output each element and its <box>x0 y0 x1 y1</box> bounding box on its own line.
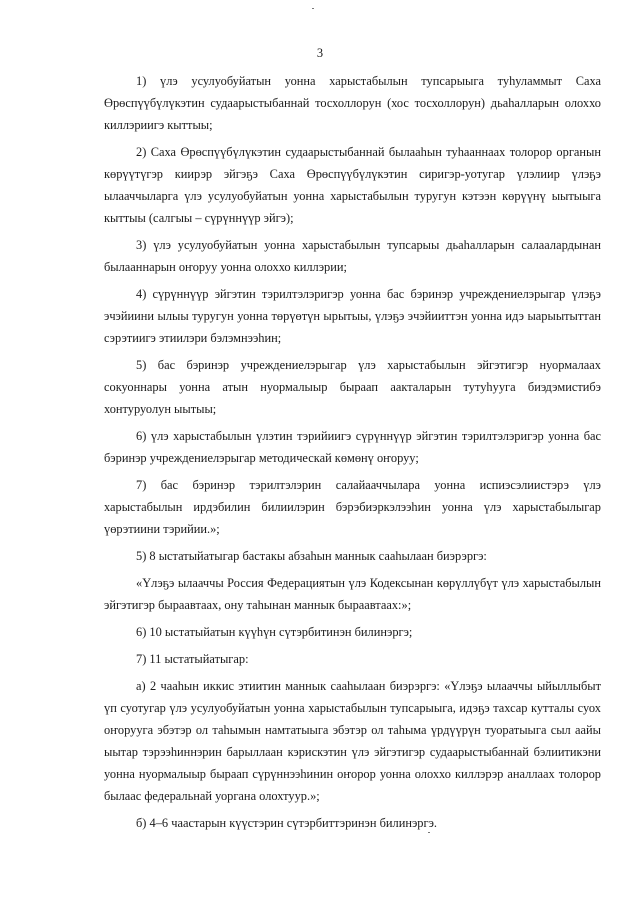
document-body <box>104 70 601 839</box>
paragraph-6: 6) үлэ харыстабылын үлэтин тэрийиигэ сүрүннүүр эйгэтин тэрилтэлэригэр уонна бас бэринэр учреждениелэрыгар методическай көмөнү оҥоруу; <box>104 429 601 465</box>
paragraph-8: 5) 8 ыстатыйатыгар бастакы абзаһын маннык сааһылаан биэрэргэ: <box>136 549 487 563</box>
paragraph-5: 5) бас бэринэр учреждениелэрыгар үлэ харыстабылын эйгэтигэр нуормалаах сокуоннары уонна атын нуормалыыр быраап аакталарын тутуһууга биэдэмистибэ хонтуруолун ыытыы; <box>104 358 601 416</box>
scan-speck <box>312 8 314 9</box>
paragraph-4: 4) сүрүннүүр эйгэтин тэрилтэлэригэр уонна бас бэринэр учреждениелэрыгар үлэҕэ эчэйиини ылыы туругун уонна төрүөтүн ырытыы, үлэҕэ эчэйииттэн уонна идэ ыарыытыттан сэрэтиигэ этиилэри бэлэмнээһин; <box>104 287 601 345</box>
paragraph-2: 2) Саха Өрөспүүбүлүкэтин судаарыстыбаннай былааһын туһааннаах толорор органын көрүүтүгэр киирэр эйгэҕэ Саха Өрөспүүбүлүкэтин сиригэр-уотугар үлэлиир үлэҕэ ылааччыларга үлэ усулуобуйатын уонна харыстабылын туругун кэтээн көрүүнү ыытыыга кыттыы (салгыы – сүрүннүүр эйгэ); <box>104 145 601 225</box>
paragraph-7: 7) бас бэринэр тэрилтэлэрин салайааччылара уонна испиэсэлиистэрэ үлэ харыстабылын ирдэбилин билиилэрин бэрэбиэркэлээһин уонна үлэ харыстабылыгар үөрэтиини тэрийии.»; <box>104 478 601 536</box>
paragraph-1: 1) үлэ усулуобуйатын уонна харыстабылын тупсарыыга туһуламмыт Саха Өрөспүүбүлүкэтин судаарыстыбаннай тосхоллорун (хос тосхоллорун) дьаһалларын олоххо киллэриигэ кыттыы; <box>104 74 601 132</box>
paragraph-11: 7) 11 ыстатыйатыгар: <box>136 652 249 666</box>
page-number: 3 <box>316 46 324 60</box>
paragraph-9: «Үлэҕэ ылааччы Россия Федерациятын үлэ Кодексынан көрүллүбүт үлэ харыстабылын эйгэтигэр быраавтаах, ону таһынан маннык быраавтаах:»; <box>104 576 601 612</box>
paragraph-3: 3) үлэ усулуобуйатын уонна харыстабылын тупсарыы дьаһалларын салаалардынан былааннарын оҥоруу уонна олоххо киллэрии; <box>104 238 601 274</box>
paragraph-13: б) 4–6 чаастарын күүстэрин сүтэрбиттэринэн билинэргэ. <box>136 816 437 830</box>
paragraph-10: 6) 10 ыстатыйатын күүһүн сүтэрбитинэн билинэргэ; <box>136 625 413 639</box>
scan-speck <box>428 832 430 833</box>
paragraph-12: а) 2 чааһын иккис этиитин маннык сааһылаан биэрэргэ: «Үлэҕэ ылааччы ыйыллыбыт үп суотугар үлэ усулуобуйатын уонна харыстабылын тупсарыыга, идэҕэ тахсар кутталы суох оҥорууга эбэтэр ол таһымын намтатыыга эбэтэр ол таһыма үрдүүрүн туоратыыга сыл аайы ыытар тэрээһиннэрин барыллаан кэрискэтин үлэ эйгэтигэр судаарыстыбаннай бэлиитикэни уонна нуормалыыр быраап сүрүннээһинин оҥорор уонна олоххо киллэрэр аналлаах толорор былаас федеральнай уоргана олохтуур.»; <box>104 679 601 803</box>
